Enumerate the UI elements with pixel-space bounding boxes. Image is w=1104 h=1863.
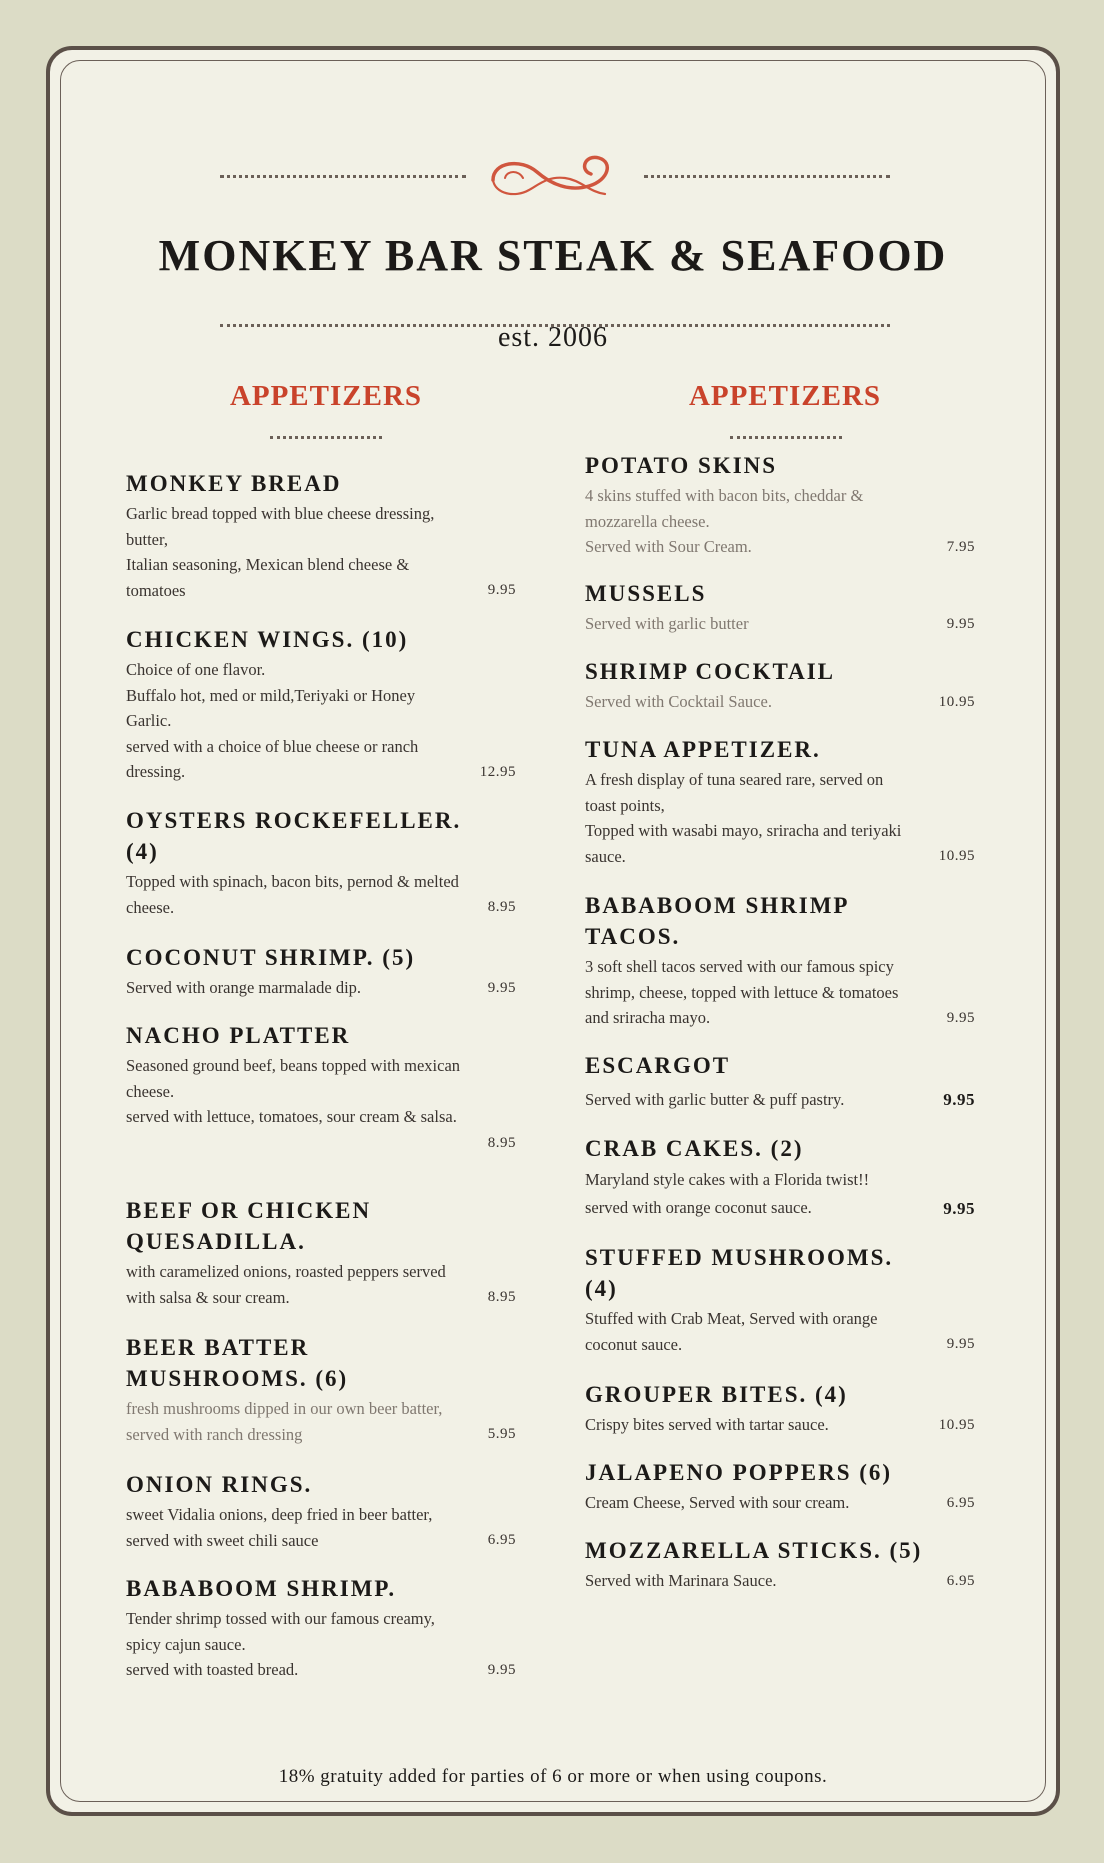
item-price: 9.95 [946,615,975,632]
menu-item [126,1020,516,1156]
ornament-dots-right [644,175,890,178]
item-description: sweet Vidalia onions, deep fried in beer batter, served with sweet chili sauce [126,1505,433,1550]
item-price: 9.95 [946,1009,975,1026]
item-description: 4 skins stuffed with bacon bits, cheddar & mozzarella cheese. Served with Sour Cream. [585,486,864,556]
item-price: 9.95 [946,1336,975,1352]
item-description: Cream Cheese, Served with sour cream. [585,1493,850,1512]
menu-item [126,942,516,1001]
item-price: 12.95 [479,763,516,780]
item-name: STUFFED MUSHROOMS. (4) [585,1245,894,1301]
menu-item [585,1535,975,1594]
left-section-title: APPETIZERS [229,380,423,412]
item-name: BEEF OR CHICKEN QUESADILLA. [126,1198,372,1254]
item-name: BABABOOM SHRIMP. [126,1576,397,1601]
item-price: 6.95 [487,1532,516,1548]
menu-item [126,1573,516,1683]
item-description: Maryland style cakes with a Florida twist!! served with orange coconut sauce. [585,1170,870,1217]
item-name: BABABOOM SHRIMP TACOS. [585,893,850,949]
menu-item [126,1195,516,1310]
menu-card [46,46,1060,1816]
item-description: Tender shrimp tossed with our famous creamy, spicy cajun sauce. served with toasted bread. [126,1609,435,1679]
item-price: 10.95 [938,1416,975,1433]
item-description: Choice of one flavor. Buffalo hot, med or mild,Teriyaki or Honey Garlic. served with a choice of blue cheese or ranch dressing. [126,660,419,781]
item-description: Served with garlic butter [585,614,749,633]
menu-item [585,656,975,715]
right-section-dots [730,436,842,439]
menu-item [126,1332,516,1447]
ornament-dots-left [220,175,466,178]
item-description: with caramelized onions, roasted peppers served with salsa & sour cream. [126,1262,446,1307]
item-price: 10.95 [938,848,975,864]
restaurant-title: MONKEY BAR STEAK & SEAFOOD [158,231,948,280]
item-price: 8.95 [487,899,516,915]
item-description: Topped with spinach, bacon bits, pernod & melted cheese. [126,872,459,917]
item-price: 10.95 [938,693,975,710]
menu-item [585,734,975,869]
item-description: A fresh display of tuna seared rare, served on toast points, Topped with wasabi mayo, sriracha and teriyaki sauce. [585,770,902,866]
item-description: Seasoned ground beef, beans topped with mexican cheese. served with lettuce, tomatoes, sour cream & salsa. [126,1056,461,1126]
menu-item [126,805,516,920]
item-name: MOZZARELLA STICKS. (5) [585,1538,923,1563]
item-price: 9.95 [487,1661,516,1678]
menu-item [585,450,975,560]
item-price: 6.95 [946,1572,975,1589]
left-section-dots [270,436,382,439]
item-name: CHICKEN WINGS. (10) [126,627,409,652]
item-price: 7.95 [946,538,975,555]
item-description: fresh mushrooms dipped in our own beer batter, served with ranch dressing [126,1399,443,1444]
item-price: 8.95 [487,1289,516,1305]
flourish-swirl-icon [485,148,625,206]
title-divider-dots [220,324,890,327]
item-name: MUSSELS [585,581,707,606]
item-price: 9.95 [943,1089,975,1109]
item-name: POTATO SKINS [585,453,778,478]
item-name: SHRIMP COCKTAIL [585,659,836,684]
menu-item [126,624,516,785]
item-name: BEER BATTER MUSHROOMS. (6) [126,1335,349,1391]
item-description: Served with orange marmalade dip. [126,978,362,997]
item-name: ONION RINGS. [126,1472,313,1497]
item-description: Crispy bites served with tartar sauce. [585,1415,829,1434]
established-year: est. 2006 [497,322,609,353]
item-description: Garlic bread topped with blue cheese dressing, butter, Italian seasoning, Mexican blend cheese & tomatoes [126,504,435,600]
item-description: 3 soft shell tacos served with our famous spicy shrimp, cheese, topped with lettuce & tomatoes and sriracha mayo. [585,957,899,1027]
item-name: ESCARGOT [585,1053,731,1078]
item-price: 8.95 [487,1134,516,1151]
menu-item [126,468,516,603]
menu-item [585,1457,975,1516]
menu-item [585,1050,975,1113]
item-name: OYSTERS ROCKEFELLER. (4) [126,808,462,864]
menu-item [585,578,975,637]
item-description: Served with garlic butter & puff pastry. [585,1090,845,1109]
menu-item [126,1469,516,1553]
item-name: CRAB CAKES. (2) [585,1136,804,1161]
item-price: 9.95 [943,1199,975,1218]
item-name: MONKEY BREAD [126,471,342,496]
header-ornament [50,148,1056,208]
item-price: 5.95 [487,1426,516,1442]
item-name: TUNA APPETIZER. [585,737,821,762]
item-name: JALAPENO POPPERS (6) [585,1460,893,1485]
item-name: COCONUT SHRIMP. (5) [126,945,416,970]
menu-item [585,1242,975,1357]
right-section-title: APPETIZERS [688,380,882,412]
item-name: NACHO PLATTER [126,1023,351,1048]
item-name: GROUPER BITES. (4) [585,1382,848,1407]
menu-item [585,1133,975,1222]
menu-item [585,890,975,1031]
item-description: Served with Marinara Sauce. [585,1571,777,1590]
item-price: 6.95 [946,1494,975,1511]
item-description: Stuffed with Crab Meat, Served with orange coconut sauce. [585,1309,878,1354]
menu-item [585,1379,975,1438]
item-price: 9.95 [487,979,516,996]
item-price: 9.95 [487,582,516,598]
gratuity-note: 18% gratuity added for parties of 6 or more or when using coupons. [278,1766,828,1787]
item-description: Served with Cocktail Sauce. [585,692,772,711]
